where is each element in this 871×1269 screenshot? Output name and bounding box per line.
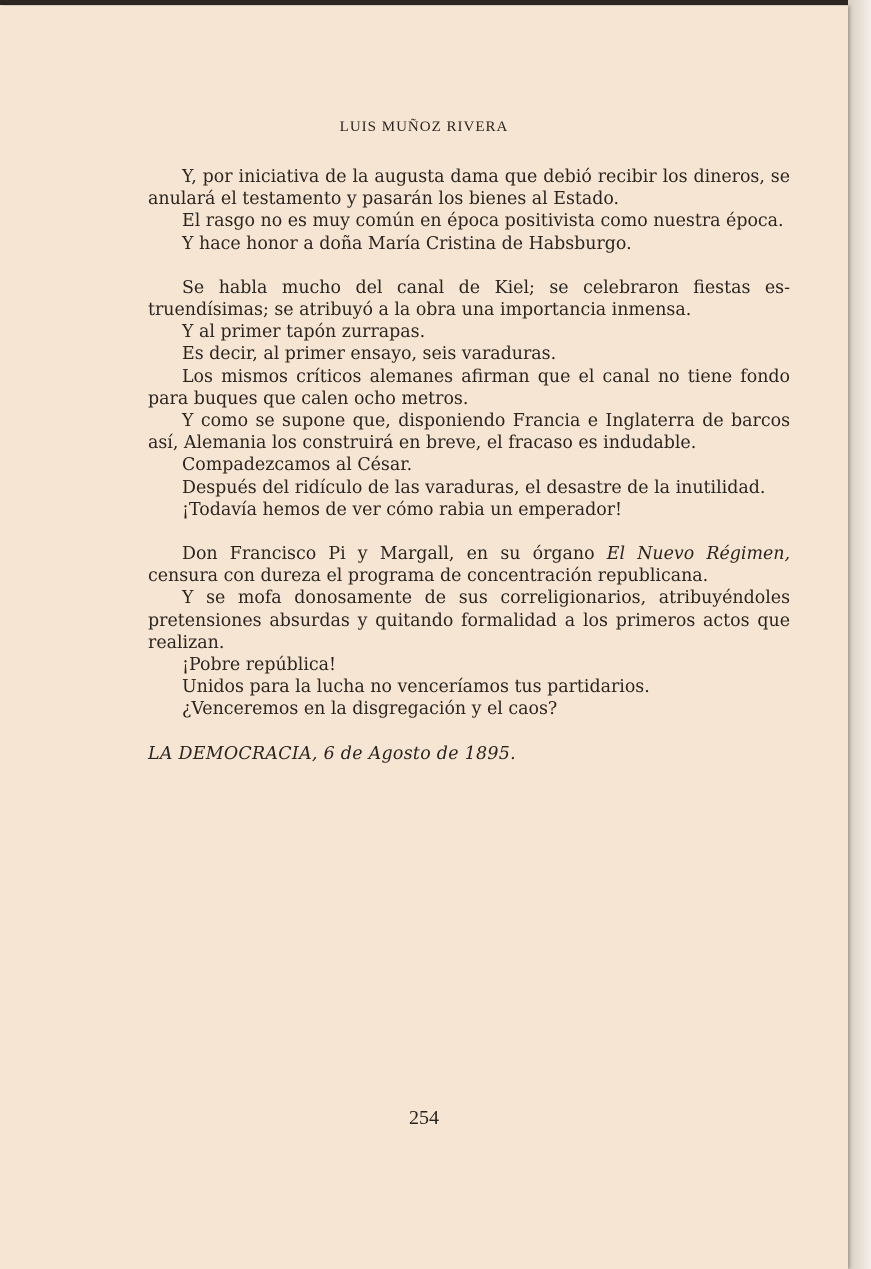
paragraph: ¡Todavía hemos de ver cómo rabia un emperador! [182, 499, 622, 520]
paragraph: ¡Pobre república! [182, 655, 337, 676]
page-right-edge [848, 0, 871, 1269]
running-head: LUIS MUÑOZ RIVERA [339, 119, 509, 135]
page-top-edge [0, 0, 871, 5]
page-number: 254 [409, 1107, 439, 1129]
book-page [0, 6, 848, 1269]
body-text [148, 166, 790, 765]
paragraph [148, 543, 790, 587]
paragraph-text: censura con dureza el programa de concentración republicana. [148, 566, 709, 587]
paragraph-text: Don Francisco Pi y Margall, en su órgano [182, 544, 607, 565]
paragraph: Los mismos críticos alemanes afirman que el canal no tiene fondo para buques que calen ocho metros. [148, 366, 790, 409]
paragraph: Compadezcamos al César. [182, 455, 413, 476]
section-gap [148, 255, 790, 277]
section-gap [148, 721, 790, 743]
paragraph: Y hace honor a doña María Cristina de Habsburgo. [182, 233, 632, 254]
source-signature: LA DEMOCRACIA, 6 de Agosto de 1895. [148, 743, 516, 764]
paragraph: ¿Venceremos en la disgregación y el caos? [182, 699, 558, 720]
paragraph: Y al primer tapón zurrapas. [182, 322, 426, 343]
paragraph: Y se mofa donosamente de sus correligionarios, atribuyéndoles pretensiones absurdas y quitando formalidad a los primeros actos que realizan. [148, 588, 790, 653]
paragraph: Y como se supone que, disponiendo Francia e Inglaterra de barcos así, Alemania los construirá en breve, el fracaso es indudable. [148, 411, 790, 454]
paragraph: El rasgo no es muy común en época positivista como nuestra época. [182, 211, 784, 232]
section-gap [148, 521, 790, 543]
paragraph: Después del ridículo de las varaduras, el desastre de la inutilidad. [182, 477, 766, 498]
paragraph: Unidos para la lucha no venceríamos tus partidarios. [182, 677, 650, 698]
paragraph: Es decir, al primer ensayo, seis varaduras. [182, 344, 557, 365]
paragraph: Se habla mucho del canal de Kiel; se celebraron fiestas estruendísimas; se atribuyó a la obra una importancia inmensa. [148, 277, 790, 321]
paragraph: Y, por iniciativa de la augusta dama que debió recibir los dineros, se anulará el testamento y pasarán los bienes al Estado. [148, 167, 790, 210]
newspaper-title: El Nuevo Régimen, [606, 544, 790, 565]
